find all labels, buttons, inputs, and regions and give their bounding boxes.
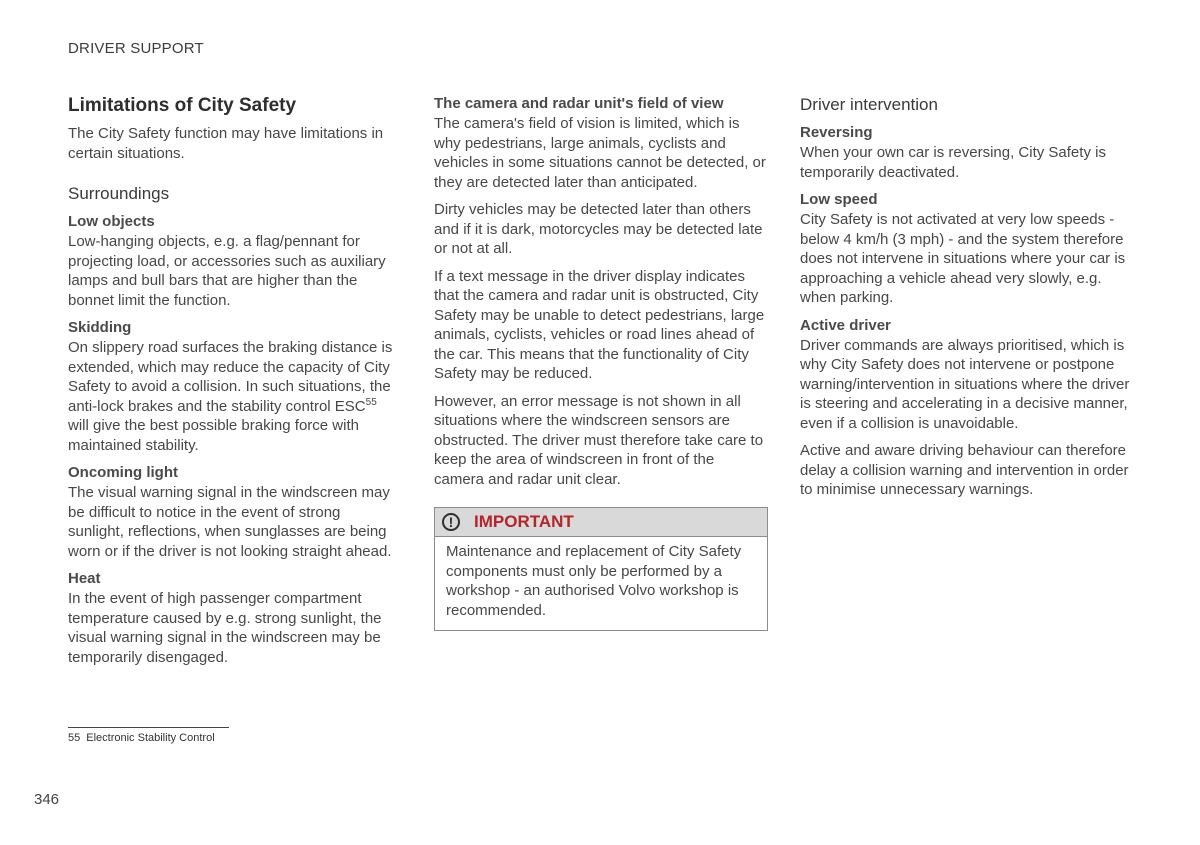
page-title: Limitations of City Safety [68, 95, 297, 116]
important-label: IMPORTANT [474, 512, 574, 531]
skidding-heading: Skidding [68, 319, 132, 336]
oncoming-light-text: The visual warning signal in the windscreen may be difficult to notice in the event of strong sunlight, reflections, when sunglasses are being worn or if the driver is not looking straight ahead. [68, 484, 392, 560]
oncoming-light-heading: Oncoming light [68, 464, 178, 481]
important-text: Maintenance and replacement of City Safety components must only be performed by a workshop - an authorised Volvo workshop is recommended. [446, 543, 742, 619]
low-speed-text: City Safety is not activated at very low speeds - below 4 km/h (3 mph) - and the system therefore does not intervene in situations where your car is approaching a vehicle ahead very slowly, e.g. when parking. [800, 211, 1126, 306]
exclamation-circle-icon: ! [442, 513, 460, 531]
heat-text: In the event of high passenger compartment temperature caused by e.g. strong sunlight, the visual warning signal in the windscreen may be temporarily disengaged. [68, 590, 382, 666]
surroundings-heading: Surroundings [68, 184, 170, 203]
column-left [68, 94, 398, 675]
skidding-text-main: On slippery road surfaces the braking distance is extended, which may reduce the capacity of City Safety to avoid a collision. In such situations, the anti-lock brakes and the stability control ESC [68, 339, 393, 415]
active-driver-text: Driver commands are always prioritised, which is why City Safety does not intervene or postpone warning/intervention in situations where the driver is steering and accelerating in a decisive manner, even if a collision is unavoidable. [800, 336, 1130, 432]
important-body [435, 537, 767, 630]
footnote-text: Electronic Stability Control [86, 732, 215, 744]
heat-heading: Heat [68, 570, 101, 587]
footnote [68, 732, 215, 744]
low-objects-heading: Low objects [68, 213, 155, 230]
column-middle [434, 94, 768, 631]
aware-driving-text: Active and aware driving behaviour can therefore delay a collision warning and intervention in order to minimise unnecessary warnings. [800, 442, 1129, 498]
important-header [435, 508, 767, 537]
low-objects-text: Low-hanging objects, e.g. a flag/pennant for projecting load, or accessories such as auxiliary lamps and bull bars that are higher than the bonnet limit the function. [68, 233, 386, 309]
active-driver-heading: Active driver [800, 316, 891, 334]
section-header: DRIVER SUPPORT [68, 40, 204, 57]
error-message-paragraph: However, an error message is not shown in all situations where the windscreen sensors are obstructed. The driver must therefore take care to keep the area of windscreen in front of the camera and radar unit clear. [434, 392, 764, 488]
camera-field-heading: The camera and radar unit's field of view [434, 95, 724, 112]
footnote-divider [68, 727, 229, 728]
page-number: 346 [34, 791, 60, 808]
footnote-number: 55 [68, 732, 81, 744]
reversing-heading: Reversing [800, 124, 873, 141]
low-speed-heading: Low speed [800, 191, 878, 208]
reversing-text: When your own car is reversing, City Safety is temporarily deactivated. [800, 144, 1106, 181]
skidding-text-end: will give the best possible braking force with maintained stability. [68, 417, 359, 454]
column-right [800, 94, 1134, 508]
important-box [434, 507, 768, 631]
skidding-text [68, 338, 398, 455]
intro-text: The City Safety function may have limitations in certain situations. [68, 125, 384, 162]
driver-intervention-heading: Driver intervention [800, 95, 938, 114]
camera-field-text: The camera's field of vision is limited, which is why pedestrians, large animals, cyclists and vehicles in some situations cannot be detected, or they are detected later than anticipated. [434, 115, 766, 191]
footnote-ref: 55 [365, 396, 377, 408]
text-message-paragraph: If a text message in the driver display indicates that the camera and radar unit is obstructed, City Safety may be unable to detect pedestrians, large animals, cyclists, vehicles or road lines ahead of the car. This means that the functionality of City Safety may be reduced. [434, 267, 765, 382]
dirty-vehicles-text: Dirty vehicles may be detected later than others and if it is dark, motorcycles may be detected late or not at all. [434, 201, 763, 257]
